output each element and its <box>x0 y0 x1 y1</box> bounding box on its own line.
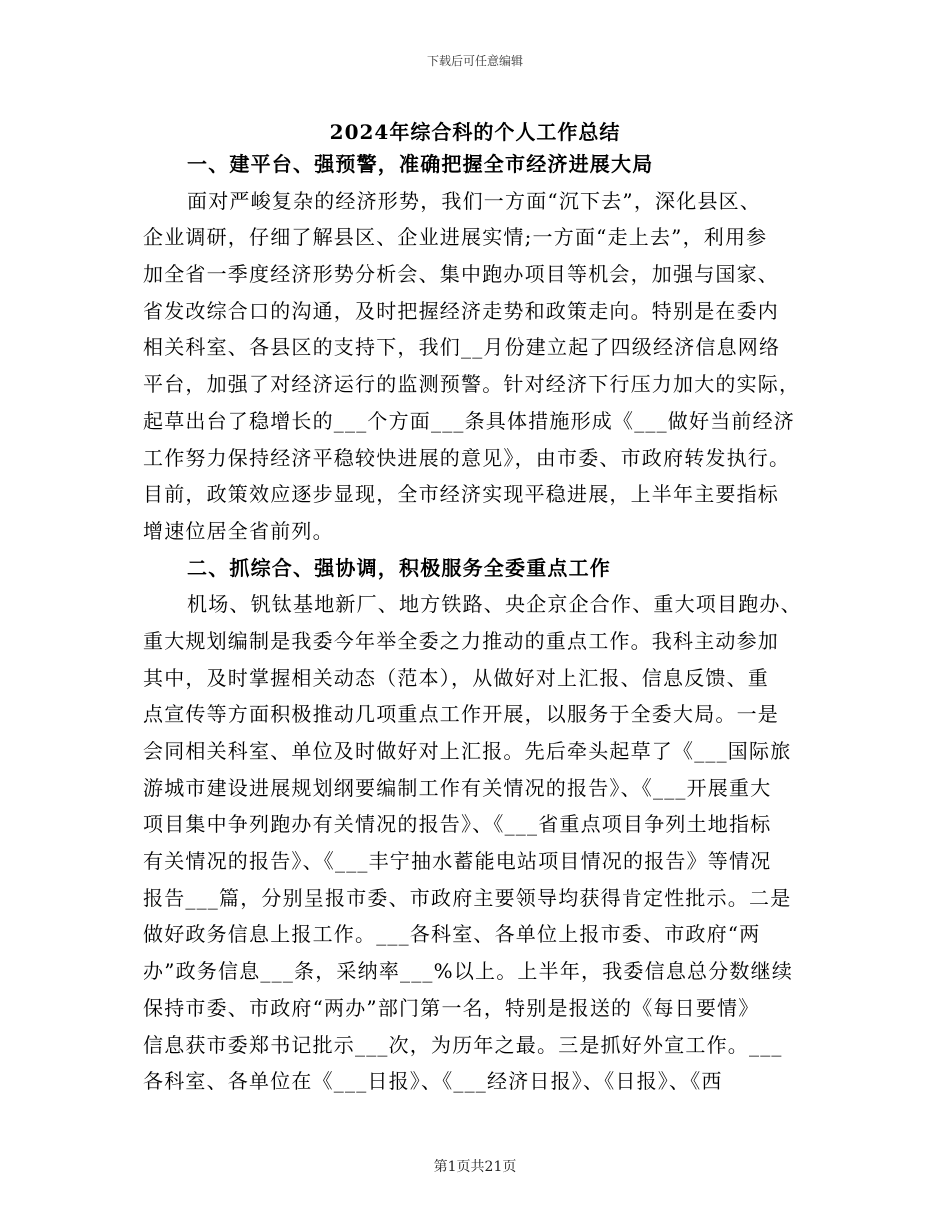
body-text-line: 其中，及时掌握相关动态（范本），从做好对上汇报、信息反馈、重 <box>143 665 769 690</box>
body-text-line: 做好政务信息上报工作。___各科室、各单位上报市委、市政府“两 <box>143 922 761 947</box>
body-text-line: 工作努力保持经济平稳较快进展的意见》，由市委、市政府转发执行。 <box>143 445 791 470</box>
body-text-line: 面对严峻复杂的经济形势，我们一方面“沉下去”，深化县区、 <box>187 188 762 213</box>
body-text-line: 起草出台了稳增长的___个方面___条具体措施形成《___做好当前经济 <box>143 408 795 433</box>
page-footer: 第1页共21页 <box>433 1159 517 1175</box>
section-heading: 一、建平台、强预警，准确把握全市经济进展大局 <box>187 152 654 176</box>
body-text-line: 办”政务信息___条，采纳率___%以上。上半年，我委信息总分数继续 <box>143 959 794 984</box>
body-text-line: 点宣传等方面积极推动几项重点工作开展，以服务于全委大局。一是 <box>143 702 779 727</box>
document-title: 2024年综合科的个人工作总结 <box>329 120 621 144</box>
body-text-line: 报告___篇，分别呈报市委、市政府主要领导均获得肯定性批示。二是 <box>143 885 792 910</box>
body-text-line: 会同相关科室、单位及时做好对上汇报。先后牵头起草了《___国际旅 <box>143 739 792 763</box>
body-text-line: 重大规划编制是我委今年举全委之力推动的重点工作。我科主动参加 <box>143 628 779 653</box>
body-text-line: 省发改综合口的沟通，及时把握经济走势和政策走向。特别是在委内 <box>143 298 779 323</box>
section-heading: 二、抓综合、强协调，积极服务全委重点工作 <box>187 555 611 580</box>
document-body <box>143 146 808 1100</box>
body-text-line: 信息获市委郑书记批示___次，为历年之最。三是抓好外宣工作。___ <box>143 1032 783 1057</box>
body-text-line: 增速位居全省前列。 <box>143 518 334 543</box>
body-text-line: 平台，加强了对经济运行的监测预警。针对经济下行压力加大的实际， <box>143 372 801 397</box>
body-text-line: 目前，政策效应逐步显现，全市经济实现平稳进展，上半年主要指标 <box>143 482 779 507</box>
body-text-line: 加全省一季度经济形势分析会、集中跑办项目等机会，加强与国家、 <box>143 262 779 287</box>
body-text-line: 机场、钒钛基地新厂、地方铁路、央企京企合作、重大项目跑办、 <box>187 592 802 617</box>
body-text-line: 有关情况的报告》、《___丰宁抽水蓄能电站项目情况的报告》等情况 <box>143 849 772 874</box>
body-text-line: 相关科室、各县区的支持下，我们__月份建立起了四级经济信息网络 <box>143 335 781 360</box>
body-text-line: 项目集中争列跑办有关情况的报告》、《___省重点项目争列土地指标 <box>143 812 772 837</box>
body-text-line: 游城市建设进展规划纲要编制工作有关情况的报告》、《___开展重大 <box>143 775 772 800</box>
body-text-line: 保持市委、市政府“两办”部门第一名，特别是报送的《每日要情》 <box>143 995 760 1020</box>
body-text-line: 企业调研，仔细了解县区、企业进展实情;一方面“走上去”，利用参 <box>143 225 768 250</box>
header-note: 下载后可任意编辑 <box>426 54 523 68</box>
body-text-line: 各科室、各单位在《___日报》、《___经济日报》、《日报》、《西 <box>143 1069 723 1094</box>
